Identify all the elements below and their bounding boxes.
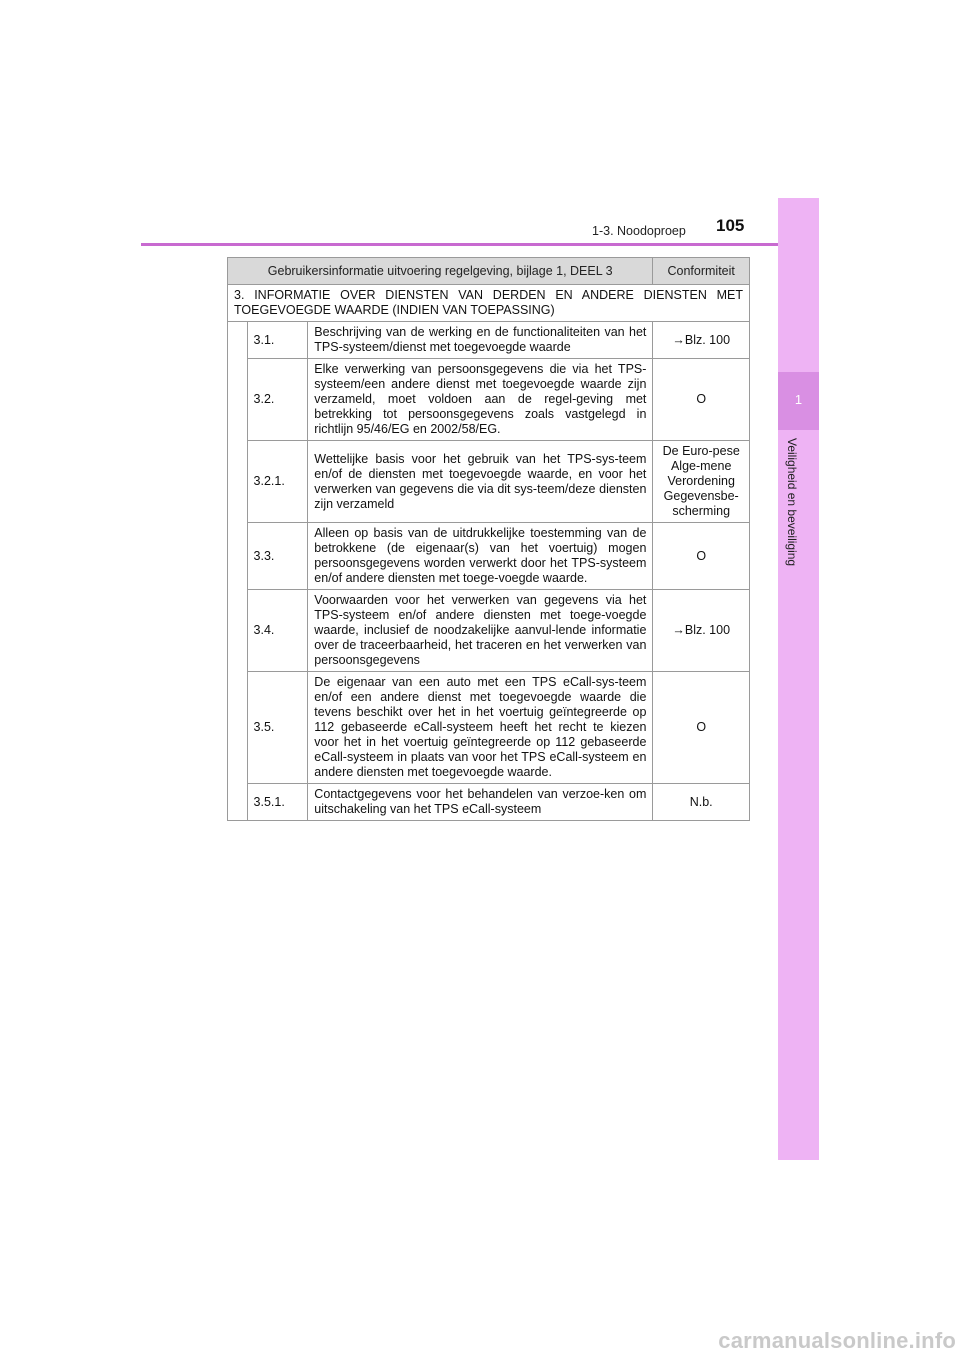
row-description: Contactgegevens voor het behandelen van verzoe-ken om uitschakeling van het TPS eCall-systeem	[308, 784, 653, 821]
row-number: 3.5.1.	[247, 784, 308, 821]
table-row	[228, 590, 750, 672]
section-row	[228, 285, 750, 322]
row-number: 3.3.	[247, 523, 308, 590]
row-number: 3.2.1.	[247, 441, 308, 523]
row-description: Alleen op basis van de uitdrukkelijke toestemming van de betrokkene (de eigenaar(s) van het voertuig) mogen persoonsgegevens worden verwerkt door het TPS-systeem en/of andere diensten met toege-voegde waarde.	[308, 523, 653, 590]
row-description: Voorwaarden voor het verwerken van gegevens via het TPS-systeem en/of andere diensten met toege-voegde waarde, inclusief de noodzakelijke aanvul-lende informatie over de traceerbaarheid, het traceren en het verwerken van persoonsgegevens	[308, 590, 653, 672]
indent-cell	[228, 322, 248, 821]
row-conformity: O	[653, 359, 750, 441]
row-conformity: O	[653, 672, 750, 784]
table-row	[228, 322, 750, 359]
row-number: 3.5.	[247, 672, 308, 784]
chapter-number: 1	[794, 392, 803, 407]
watermark-logo: carmanualsonline.info	[718, 1328, 956, 1353]
row-conformity: →Blz. 100	[653, 590, 750, 672]
column-header-info: Gebruikersinformatie uitvoering regelgeving, bijlage 1, DEEL 3	[228, 258, 653, 285]
row-number: 3.2.	[247, 359, 308, 441]
row-conformity: N.b.	[653, 784, 750, 821]
table-row	[228, 523, 750, 590]
row-description: Wettelijke basis voor het gebruik van het TPS-sys-teem en/of de diensten met toegevoegde waarde, en voor het verwerken van gegevens die via dit sys-teem/deze diensten zijn verzameld	[308, 441, 653, 523]
regulation-table	[227, 257, 750, 821]
section-title-cell: 3. INFORMATIE OVER DIENSTEN VAN DERDEN EN ANDERE DIENSTEN MET TOEGEVOEGDE WAARDE (INDIEN VAN TOEPASSING)	[228, 285, 750, 322]
row-description: De eigenaar van een auto met een TPS eCall-sys-teem en/of een andere dienst met toegevoegde waarde die tevens beschikt over het in het voertuig geïntegreerde op 112 gebaseerde eCall-systeem heeft het recht te kiezen voor het in het voertuig geïntegreerde op 112 gebaseerde eCall-systeem in plaats van voor het TPS eCall-systeem en andere diensten met toegevoegde waarde.	[308, 672, 653, 784]
table-header-row	[228, 258, 750, 285]
row-number: 3.4.	[247, 590, 308, 672]
page-number: 105	[716, 216, 745, 235]
header-rule	[141, 243, 819, 246]
table-row	[228, 359, 750, 441]
row-conformity: →Blz. 100	[653, 322, 750, 359]
table-row	[228, 672, 750, 784]
table-row	[228, 784, 750, 821]
row-number: 3.1.	[247, 322, 308, 359]
table-row	[228, 441, 750, 523]
row-description: Beschrijving van de werking en de functionaliteiten van het TPS-systeem/dienst met toegevoegde waarde	[308, 322, 653, 359]
row-description: Elke verwerking van persoonsgegevens die via het TPS-systeem/een andere dienst met toegevoegde waarde zijn verzameld, moet voldoen aan de regel-geving met betrekking tot persoonsgegevens zoals vastgelegd in richtlijn 95/46/EG en 2002/58/EG.	[308, 359, 653, 441]
chapter-side-tab	[778, 198, 819, 1160]
section-title: 1-3. Noodoproep	[592, 224, 686, 238]
row-conformity: O	[653, 523, 750, 590]
chapter-label: Veiligheid en beveiliging	[785, 438, 799, 567]
row-conformity: De Euro-pese Alge-mene Verordening Gegevensbe-scherming	[653, 441, 750, 523]
column-header-conformity: Conformiteit	[653, 258, 750, 285]
